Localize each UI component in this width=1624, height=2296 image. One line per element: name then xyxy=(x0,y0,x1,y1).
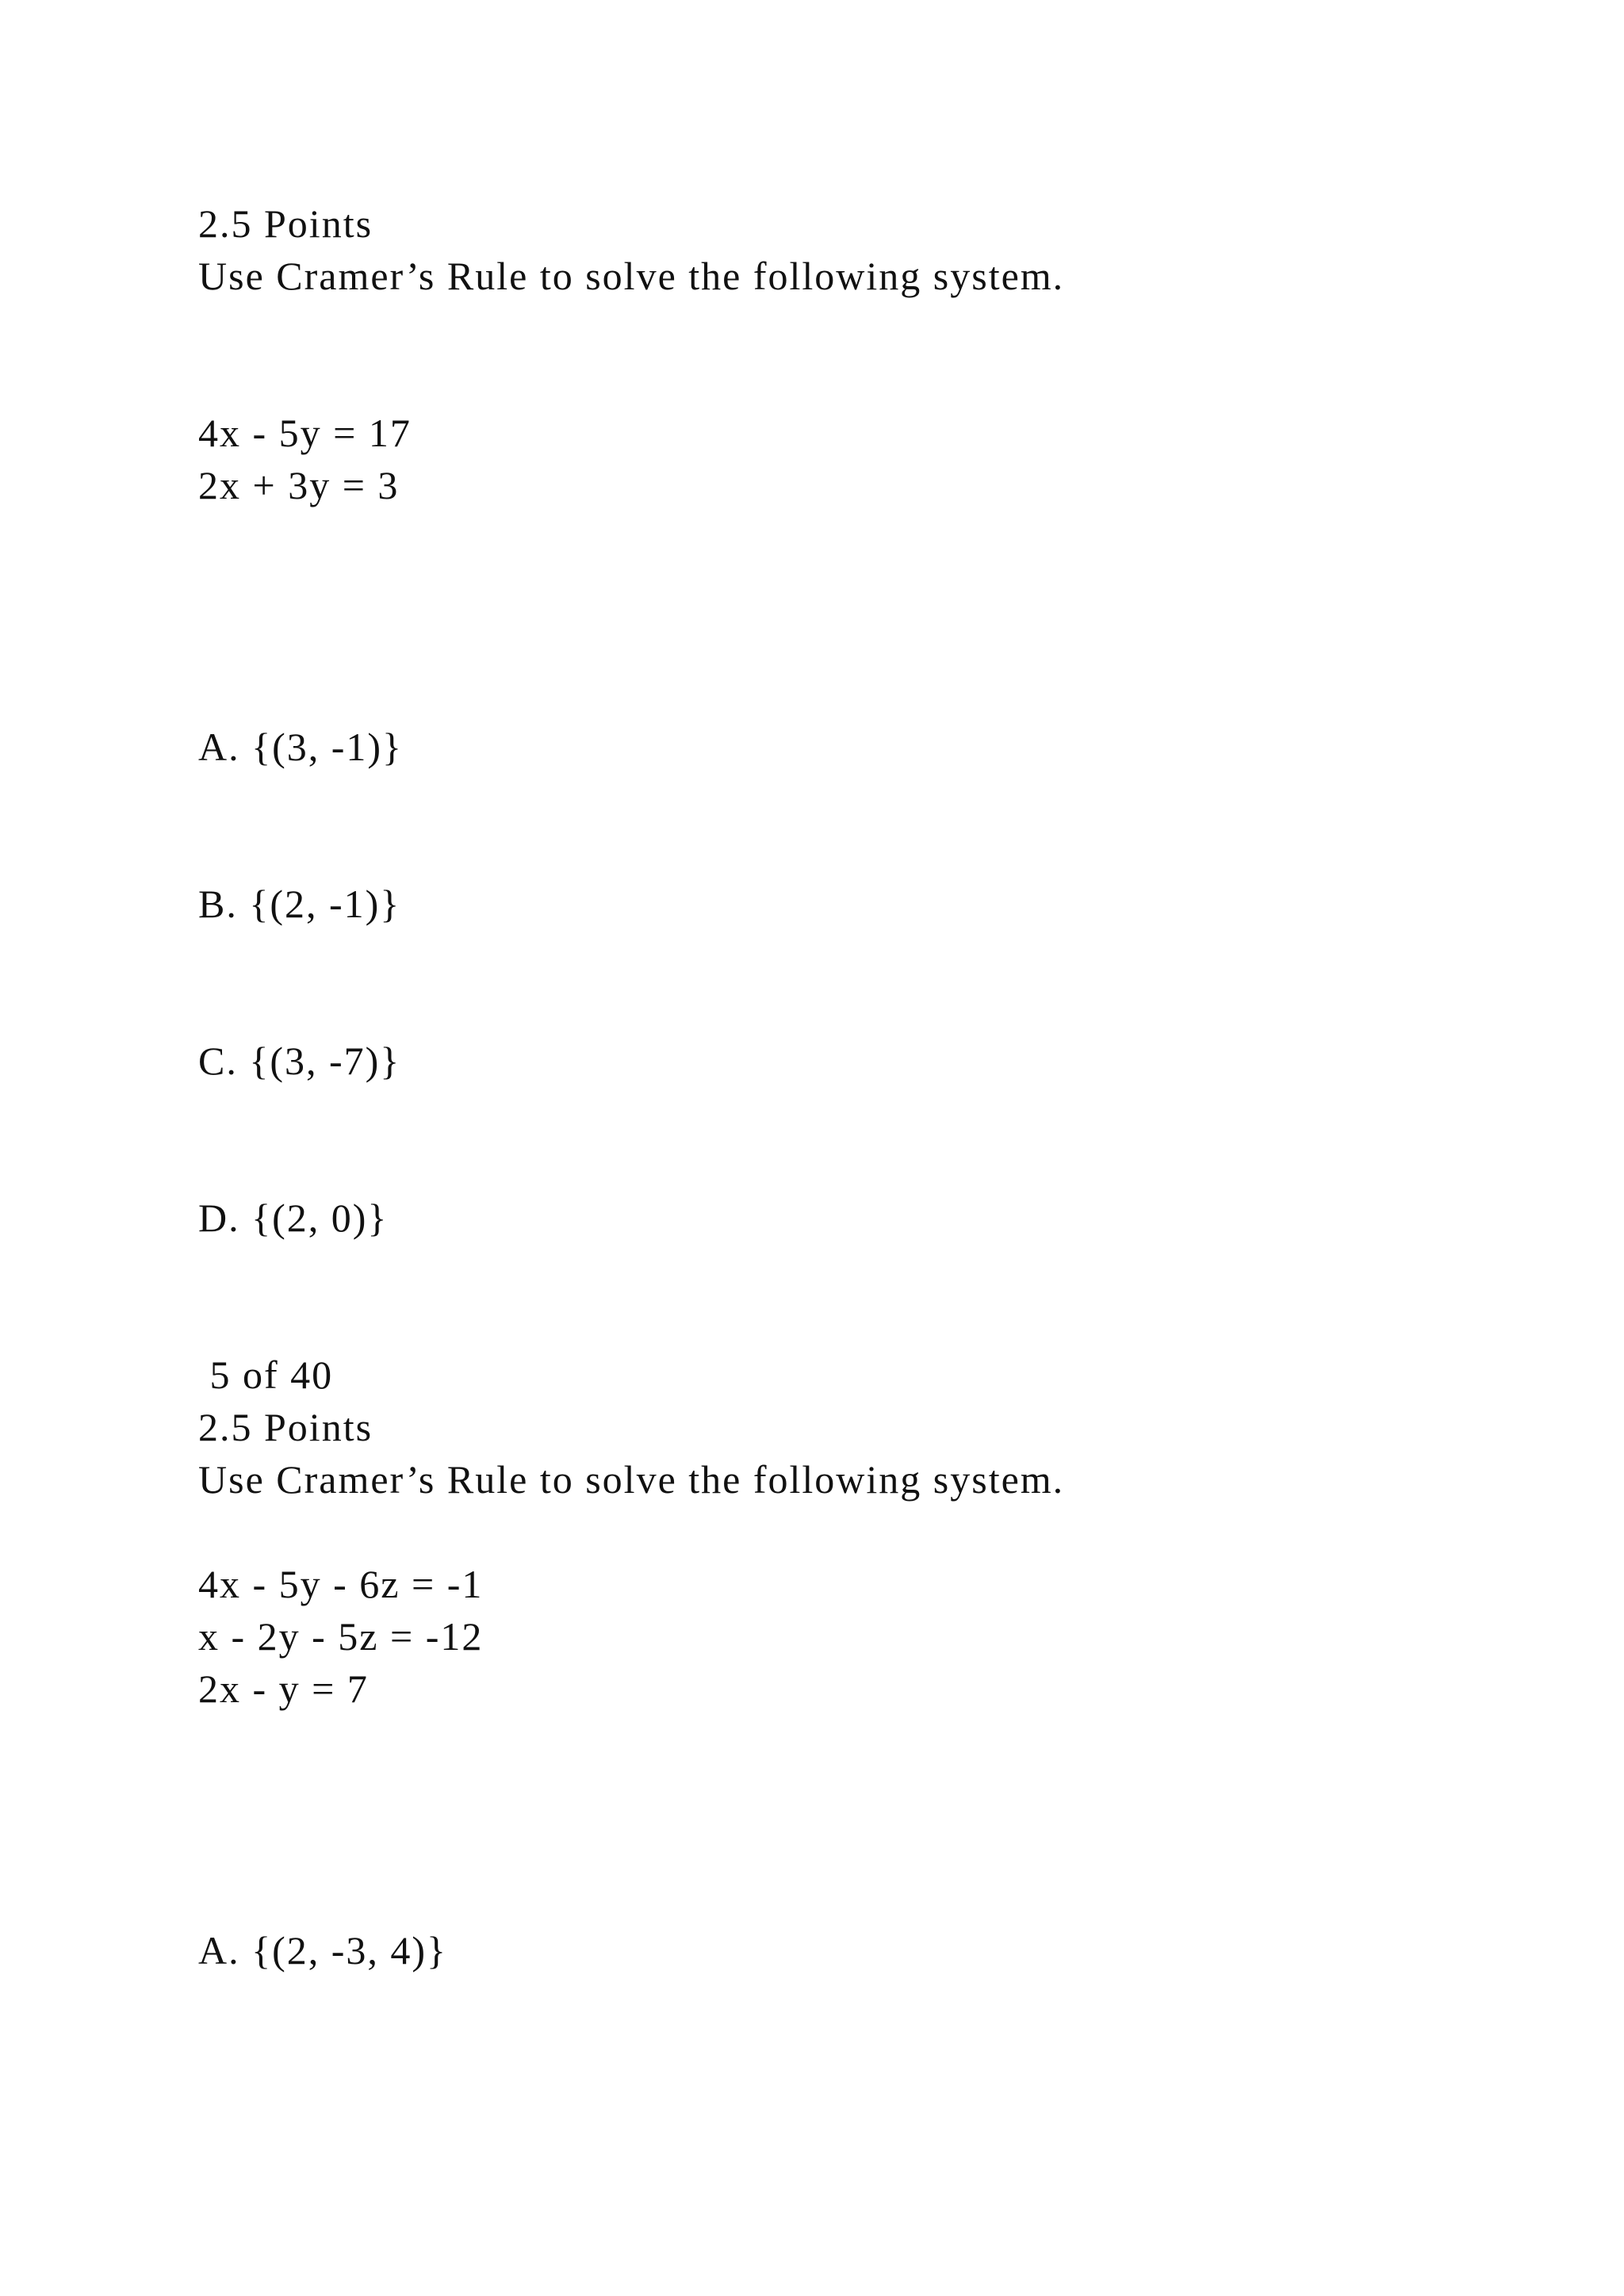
q1-prompt: Use Cramer’s Rule to solve the following system. xyxy=(198,254,1065,298)
q2-counter: 5 of 40 xyxy=(198,1353,334,1397)
q2-equation-2: x - 2y - 5z = -12 xyxy=(198,1614,484,1659)
q1-option-c[interactable]: C. {(3, -7)} xyxy=(198,1039,401,1083)
q2-prompt: Use Cramer’s Rule to solve the following system. xyxy=(198,1457,1065,1502)
q2-equation-3: 2x - y = 7 xyxy=(198,1667,369,1711)
q1-equation-1: 4x - 5y = 17 xyxy=(198,411,412,455)
q2-equation-1: 4x - 5y - 6z = -1 xyxy=(198,1562,484,1606)
q1-option-d[interactable]: D. {(2, 0)} xyxy=(198,1196,389,1240)
q1-option-a[interactable]: A. {(3, -1)} xyxy=(198,725,404,769)
q1-equation-2: 2x + 3y = 3 xyxy=(198,463,400,507)
q2-option-a[interactable]: A. {(2, -3, 4)} xyxy=(198,1928,448,1973)
q2-points: 2.5 Points xyxy=(198,1405,373,1449)
q1-points: 2.5 Points xyxy=(198,201,373,246)
q1-option-b[interactable]: B. {(2, -1)} xyxy=(198,882,401,926)
